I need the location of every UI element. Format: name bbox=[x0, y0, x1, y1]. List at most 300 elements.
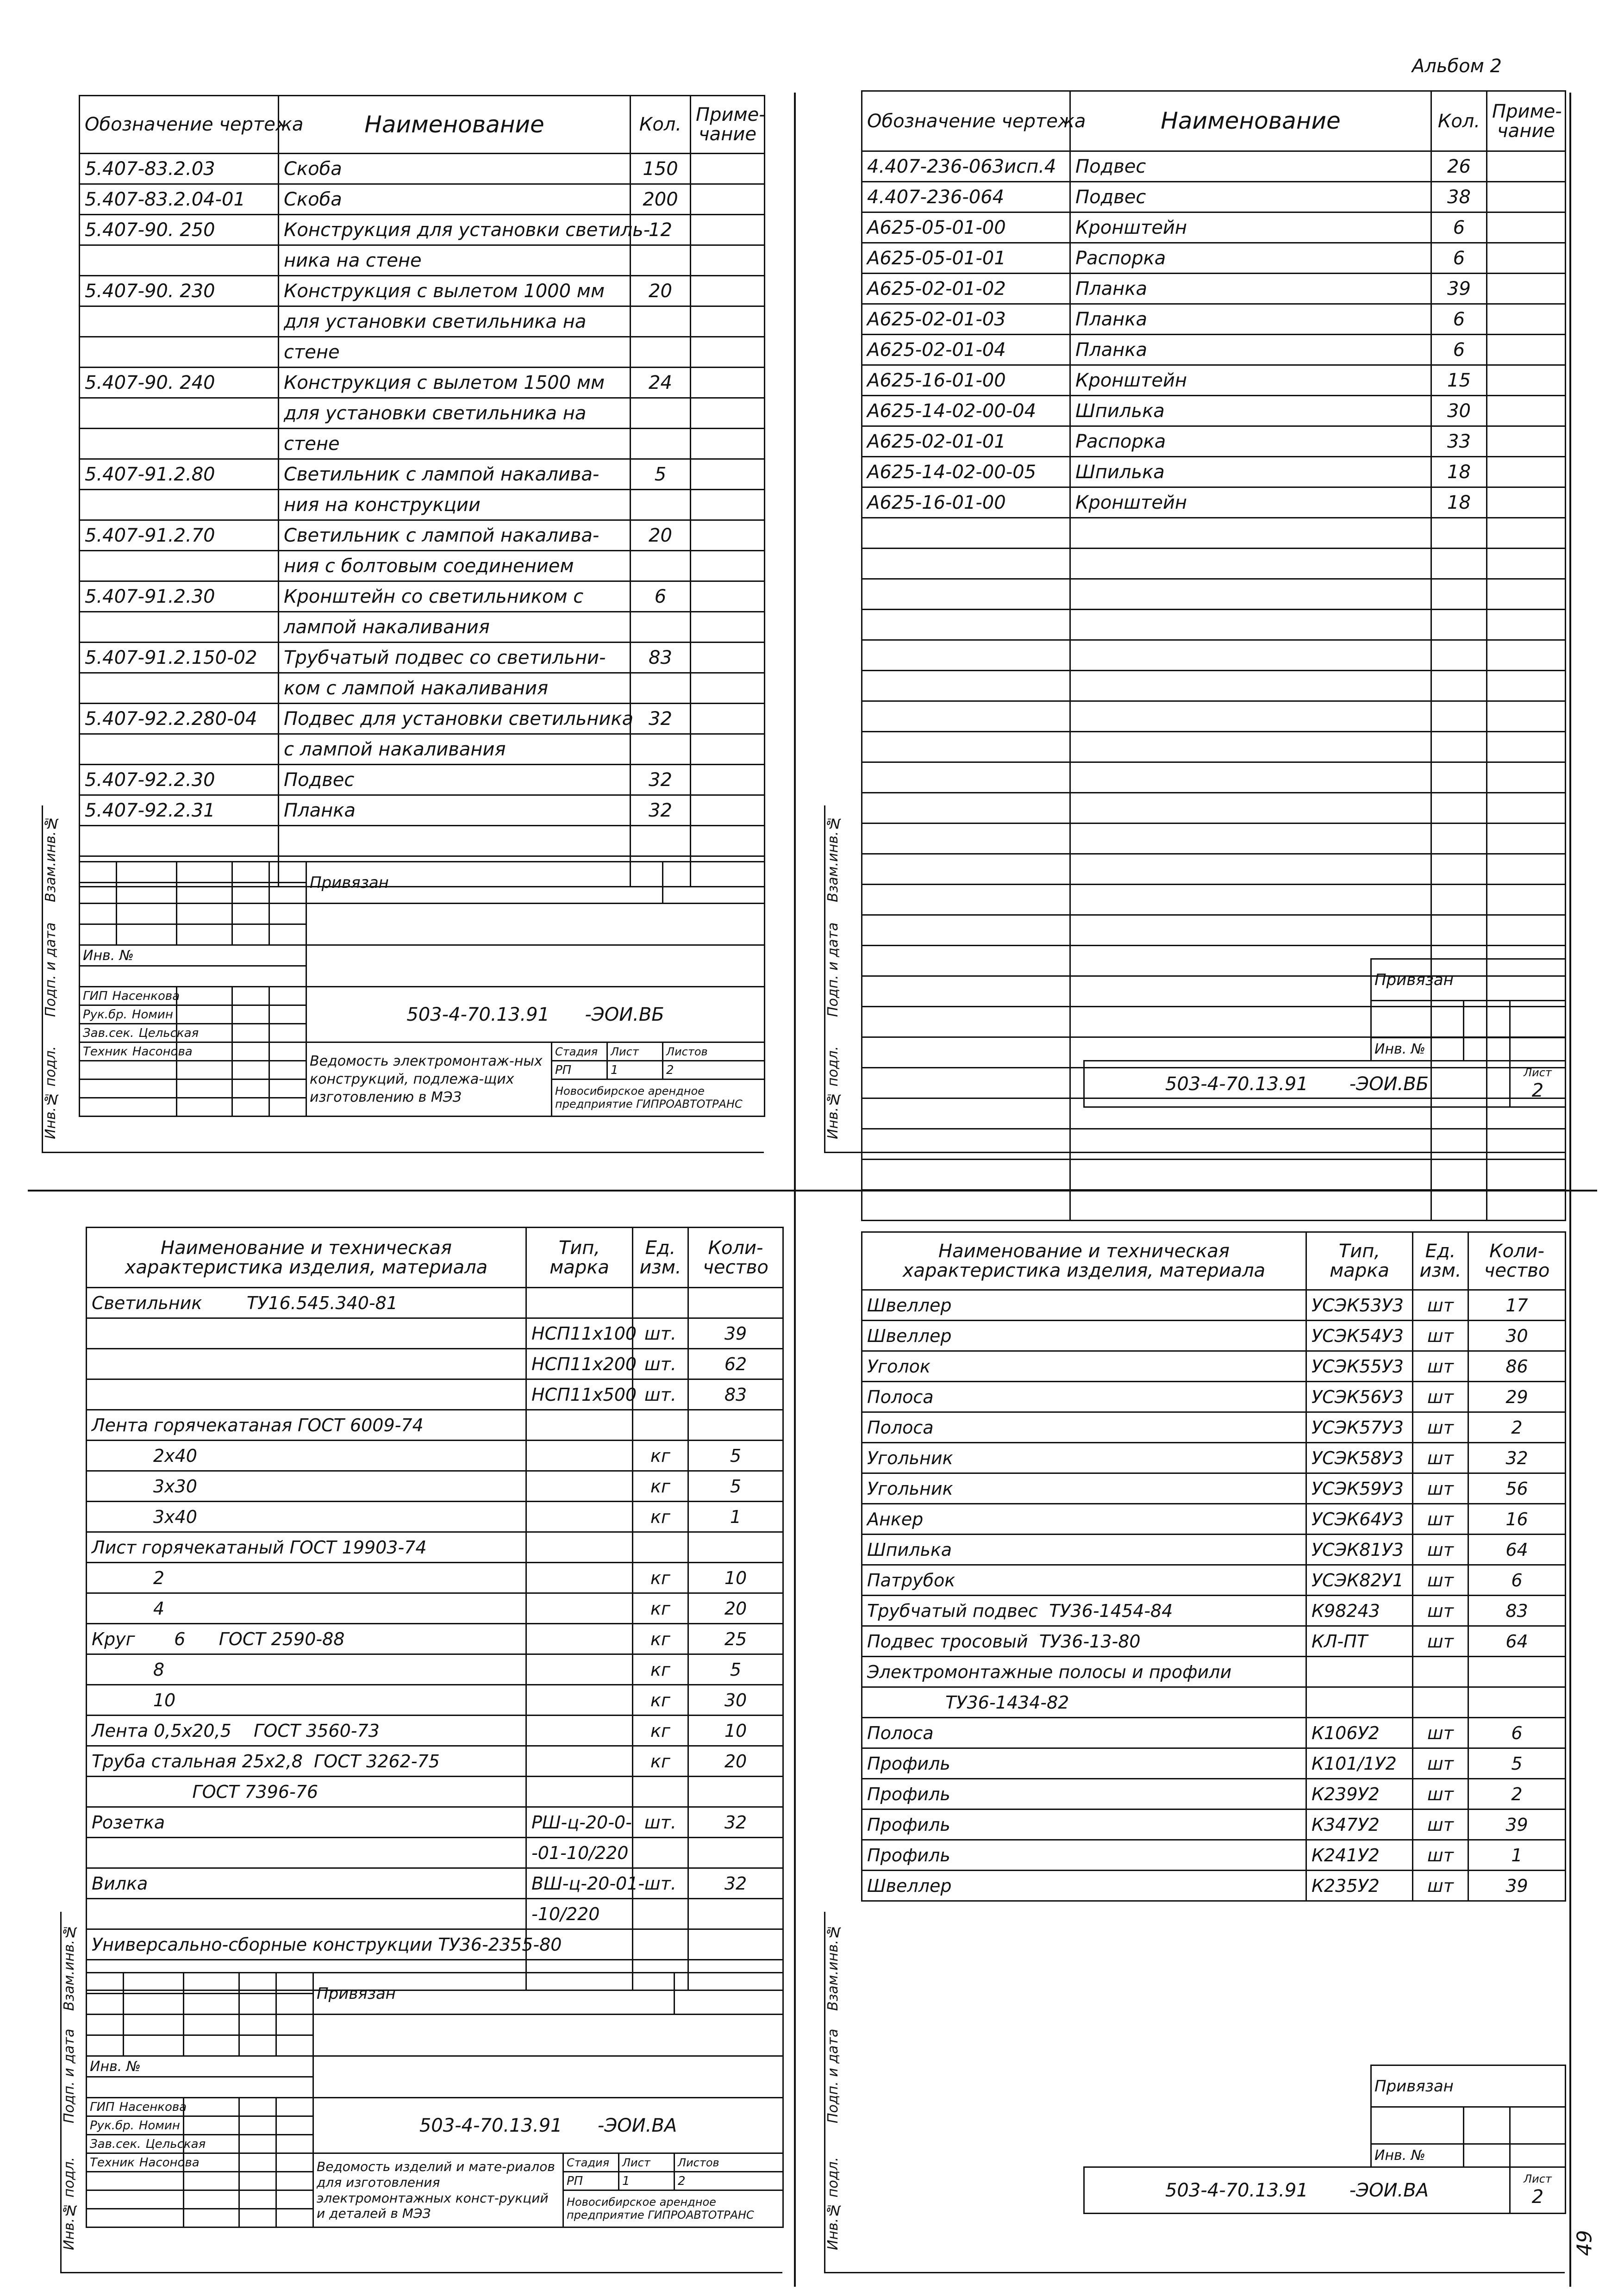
table-cell bbox=[279, 826, 631, 856]
table-row bbox=[862, 1657, 1566, 1687]
table-cell: 20 bbox=[631, 276, 691, 306]
table-cell bbox=[1431, 762, 1487, 793]
table-row bbox=[80, 765, 765, 795]
sheet-header: Лист bbox=[607, 1042, 663, 1061]
table-cell bbox=[1431, 1129, 1487, 1160]
table-cell bbox=[1487, 304, 1566, 335]
table-cell bbox=[862, 579, 1070, 610]
table-cell bbox=[1413, 1657, 1468, 1687]
side-label-sign-date: Подп. и дата bbox=[61, 2028, 77, 2124]
table-cell bbox=[1468, 1657, 1566, 1687]
table-cell: Светильник с лампой накалива- bbox=[279, 520, 631, 551]
table-cell bbox=[862, 1098, 1070, 1129]
table-cell bbox=[526, 1532, 633, 1563]
table-cell bbox=[1306, 1687, 1413, 1718]
table-cell: шт bbox=[1413, 1412, 1468, 1443]
table-cell: шт bbox=[1413, 1351, 1468, 1382]
table-cell bbox=[691, 734, 765, 765]
col-note: Приме-чание bbox=[691, 96, 765, 154]
table-cell: К235У2 bbox=[1306, 1871, 1413, 1901]
col-type: Тип, марка bbox=[526, 1228, 633, 1288]
table-cell: 10 bbox=[688, 1716, 783, 1746]
sheet-header: Лист bbox=[1524, 2172, 1552, 2186]
table-cell: Трубчатый подвес со светильни- bbox=[279, 643, 631, 673]
table-cell: 5 bbox=[688, 1654, 783, 1685]
table-cell: 83 bbox=[631, 643, 691, 673]
table-cell bbox=[633, 1777, 688, 1807]
table-cell bbox=[526, 1746, 633, 1777]
table-row bbox=[862, 426, 1566, 457]
title-block-right-short bbox=[1083, 958, 1566, 1108]
table-cell: 20 bbox=[631, 520, 691, 551]
table-cell bbox=[1070, 1129, 1431, 1160]
table-cell: Кронштейн bbox=[1070, 212, 1431, 243]
role-label: Рук.бр. bbox=[83, 1007, 127, 1022]
table-cell bbox=[1431, 518, 1487, 549]
table-cell: 20 bbox=[688, 1746, 783, 1777]
table-cell bbox=[1431, 1160, 1487, 1190]
table-cell bbox=[1070, 762, 1431, 793]
table-cell: кг bbox=[633, 1563, 688, 1593]
table-cell: К347У2 bbox=[1306, 1809, 1413, 1840]
table-cell: -10/220 bbox=[526, 1899, 633, 1929]
table-cell: А625-14-02-00-04 bbox=[862, 396, 1070, 426]
table-cell: кг bbox=[633, 1624, 688, 1654]
table-row bbox=[87, 1410, 783, 1441]
table-cell bbox=[862, 976, 1070, 1007]
table-row bbox=[862, 365, 1566, 396]
doc-suffix: -ЭОИ.ВА bbox=[1349, 2179, 1429, 2201]
table-row bbox=[862, 396, 1566, 426]
side-label-sign-date: Подп. и дата bbox=[43, 922, 59, 1017]
table-cell bbox=[631, 306, 691, 337]
table-cell bbox=[1487, 1160, 1566, 1190]
table-cell bbox=[691, 215, 765, 245]
table-row bbox=[80, 429, 765, 459]
table-cell bbox=[1070, 793, 1431, 824]
table-cell: Швеллер bbox=[862, 1871, 1306, 1901]
doc-title: Ведомость изделий и мате-риалов для изготовления электромонтажных конст-рукций и деталей в МЭЗ bbox=[313, 2153, 563, 2227]
table-cell bbox=[80, 551, 279, 581]
sheet-value: 1 bbox=[607, 1061, 663, 1079]
table-cell: шт bbox=[1413, 1290, 1468, 1321]
table-row bbox=[87, 1868, 783, 1899]
table-cell: УСЭК54У3 bbox=[1306, 1321, 1413, 1351]
table-cell: 5.407-91.2.150-02 bbox=[80, 643, 279, 673]
table-cell: А625-02-01-01 bbox=[862, 426, 1070, 457]
table-cell: Распорка bbox=[1070, 426, 1431, 457]
table-cell: для установки светильника на bbox=[279, 306, 631, 337]
table-row bbox=[80, 276, 765, 306]
table-cell: 4.407-236-063исп.4 bbox=[862, 151, 1070, 182]
table-cell bbox=[691, 795, 765, 826]
role-label: Зав.сек. bbox=[83, 1026, 134, 1040]
table-row bbox=[862, 854, 1566, 885]
sheets-value: 2 bbox=[663, 1061, 765, 1079]
table-cell bbox=[1487, 610, 1566, 640]
table-cell: 5 bbox=[688, 1471, 783, 1502]
table-cell bbox=[1487, 854, 1566, 885]
table-cell: 20 bbox=[688, 1593, 783, 1624]
role-label: Техник bbox=[90, 2155, 135, 2170]
organization: Новосибирское арендное предприятие ГИПРОАВТОТРАНС bbox=[552, 1079, 765, 1117]
table-cell: А625-14-02-00-05 bbox=[862, 457, 1070, 487]
table-cell bbox=[1487, 701, 1566, 732]
table-cell: Конструкция для установки светиль- bbox=[279, 215, 631, 245]
table-cell bbox=[862, 549, 1070, 579]
table-cell: стене bbox=[279, 429, 631, 459]
table-cell: 4.407-236-064 bbox=[862, 182, 1070, 212]
table-cell: шт bbox=[1413, 1596, 1468, 1626]
table-cell bbox=[691, 765, 765, 795]
col-name: Наименование и техническая характеристика изделия, материала bbox=[87, 1228, 526, 1288]
table-cell: Швеллер bbox=[862, 1290, 1306, 1321]
table-cell bbox=[1431, 854, 1487, 885]
table-cell: РШ-ц-20-0- bbox=[526, 1807, 633, 1838]
doc-suffix: -ЭОИ.ВА bbox=[597, 2115, 677, 2136]
table-cell: Универсально-сборные конструкции ТУ36-2355-80 bbox=[87, 1929, 526, 1960]
table-cell bbox=[1487, 182, 1566, 212]
table-row bbox=[862, 915, 1566, 946]
table-cell: шт. bbox=[633, 1349, 688, 1379]
table-row bbox=[80, 551, 765, 581]
table-row bbox=[862, 151, 1566, 182]
table-row bbox=[87, 1929, 783, 1960]
table-cell bbox=[80, 734, 279, 765]
table-cell: 1 bbox=[688, 1502, 783, 1532]
table-cell bbox=[691, 490, 765, 520]
col-qty: Кол. bbox=[631, 96, 691, 154]
table-cell bbox=[1431, 793, 1487, 824]
table-cell: Подвес тросовый ТУ36-13-80 bbox=[862, 1626, 1306, 1657]
table-row bbox=[862, 1748, 1566, 1779]
table-cell: Конструкция с вылетом 1000 мм bbox=[279, 276, 631, 306]
table-cell: Распорка bbox=[1070, 243, 1431, 274]
table-cell: для установки светильника на bbox=[279, 398, 631, 429]
table-row bbox=[80, 704, 765, 734]
table-cell: 62 bbox=[688, 1349, 783, 1379]
table-row bbox=[87, 1502, 783, 1532]
table-cell: кг bbox=[633, 1593, 688, 1624]
table-row bbox=[862, 1596, 1566, 1626]
table-row bbox=[87, 1563, 783, 1593]
table-cell: 5.407-92.2.30 bbox=[80, 765, 279, 795]
table-cell: 32 bbox=[688, 1868, 783, 1899]
table-row bbox=[87, 1807, 783, 1838]
table-cell: шт bbox=[1413, 1748, 1468, 1779]
table-cell bbox=[631, 490, 691, 520]
role-label: Техник bbox=[83, 1044, 128, 1059]
table-cell bbox=[691, 306, 765, 337]
table-cell: КЛ-ПТ bbox=[1306, 1626, 1413, 1657]
side-label-inv-replace: Взам.инв.№ bbox=[825, 815, 841, 903]
table-cell bbox=[1070, 579, 1431, 610]
table-cell bbox=[688, 1777, 783, 1807]
privyazan-label: Привязан bbox=[306, 862, 663, 904]
table-cell: Полоса bbox=[862, 1718, 1306, 1748]
table-cell bbox=[633, 1838, 688, 1868]
table-cell bbox=[1306, 1657, 1413, 1687]
table-row bbox=[862, 1412, 1566, 1443]
table-cell: 6 bbox=[1431, 335, 1487, 365]
table-cell bbox=[691, 184, 765, 215]
table-cell bbox=[691, 245, 765, 276]
table-cell: А625-05-01-00 bbox=[862, 212, 1070, 243]
table-row bbox=[862, 1473, 1566, 1504]
table-cell bbox=[1431, 732, 1487, 762]
privyazan-label: Привязан bbox=[1371, 2065, 1566, 2107]
table-cell: 18 bbox=[1431, 457, 1487, 487]
table-cell bbox=[1487, 426, 1566, 457]
table-cell: Вилка bbox=[87, 1868, 526, 1899]
table-cell: шт bbox=[1413, 1382, 1468, 1412]
table-cell: 5 bbox=[1468, 1748, 1566, 1779]
table-cell: шт bbox=[1413, 1718, 1468, 1748]
table-cell: К98243 bbox=[1306, 1596, 1413, 1626]
table-cell bbox=[862, 640, 1070, 671]
table-cell: 6 bbox=[1431, 304, 1487, 335]
table-cell bbox=[1431, 579, 1487, 610]
table-cell bbox=[526, 1502, 633, 1532]
table-cell bbox=[1468, 1687, 1566, 1718]
table-cell: 39 bbox=[1468, 1871, 1566, 1901]
table-cell: Планка bbox=[279, 795, 631, 826]
table-cell: 26 bbox=[1431, 151, 1487, 182]
table-cell bbox=[1070, 610, 1431, 640]
table-cell bbox=[1487, 335, 1566, 365]
col-name: Наименование bbox=[279, 96, 631, 154]
table-row bbox=[87, 1654, 783, 1685]
table-cell bbox=[691, 704, 765, 734]
sheet-top-left bbox=[0, 0, 796, 1185]
table-cell: Подвес для установки светильника bbox=[279, 704, 631, 734]
table-cell: К241У2 bbox=[1306, 1840, 1413, 1871]
table-cell bbox=[1487, 396, 1566, 426]
table-cell bbox=[1070, 824, 1431, 854]
table-cell: Подвес bbox=[279, 765, 631, 795]
table-cell: УСЭК57У3 bbox=[1306, 1412, 1413, 1443]
table-cell: Круг 6 ГОСТ 2590-88 bbox=[87, 1624, 526, 1654]
table-row bbox=[862, 182, 1566, 212]
table-cell bbox=[631, 551, 691, 581]
table-row bbox=[80, 673, 765, 704]
table-cell: кг bbox=[633, 1502, 688, 1532]
table-cell bbox=[87, 1349, 526, 1379]
table-cell: НСП11х500 bbox=[526, 1379, 633, 1410]
table-cell: кг bbox=[633, 1654, 688, 1685]
table-cell bbox=[862, 1160, 1070, 1190]
table-row bbox=[87, 1349, 783, 1379]
table-cell: 32 bbox=[688, 1807, 783, 1838]
table-cell: 5.407-90. 240 bbox=[80, 368, 279, 398]
doc-code: 503-4-70.13.91 bbox=[419, 2115, 562, 2136]
person-name: Цельская bbox=[138, 1026, 199, 1040]
table-cell bbox=[1487, 885, 1566, 915]
table-cell bbox=[862, 854, 1070, 885]
side-label-inv-orig: Инв.№ подл. bbox=[825, 2157, 841, 2250]
table-cell: УСЭК58У3 bbox=[1306, 1443, 1413, 1473]
person-name: Номин bbox=[131, 1007, 173, 1022]
table-cell: К101/1У2 bbox=[1306, 1748, 1413, 1779]
inv-no-label: Инв. № bbox=[1371, 1038, 1464, 1061]
table-row bbox=[862, 1779, 1566, 1809]
table-cell bbox=[1070, 854, 1431, 885]
table-cell bbox=[862, 1068, 1070, 1098]
table-cell: Кронштейн bbox=[1070, 487, 1431, 518]
table-cell bbox=[1431, 549, 1487, 579]
inv-no-label: Инв. № bbox=[87, 2056, 313, 2077]
table-cell: УСЭК81У3 bbox=[1306, 1535, 1413, 1565]
table-cell: ВШ-ц-20-01- bbox=[526, 1868, 633, 1899]
table-cell bbox=[691, 643, 765, 673]
table-row bbox=[80, 734, 765, 765]
table-cell: 12 bbox=[631, 215, 691, 245]
table-row bbox=[80, 643, 765, 673]
table-cell: 18 bbox=[1431, 487, 1487, 518]
table-cell bbox=[87, 1838, 526, 1868]
sheets-header: Листов bbox=[663, 1042, 765, 1061]
table-cell: 5.407-83.2.04-01 bbox=[80, 184, 279, 215]
table-cell: Электромонтажные полосы и профили bbox=[862, 1657, 1306, 1687]
table-cell: 6 bbox=[1431, 212, 1487, 243]
table-cell: 33 bbox=[1431, 426, 1487, 457]
table-row bbox=[87, 1379, 783, 1410]
table-cell: Планка bbox=[1070, 274, 1431, 304]
doc-code: 503-4-70.13.91 bbox=[1165, 1073, 1308, 1095]
role-label: Зав.сек. bbox=[90, 2137, 141, 2151]
stage-header: Стадия bbox=[552, 1042, 607, 1061]
sheets-value: 2 bbox=[675, 2172, 783, 2190]
person-name: Номин bbox=[138, 2118, 180, 2133]
table-cell bbox=[526, 1685, 633, 1716]
title-block-right-bottom bbox=[1083, 2065, 1566, 2214]
table-cell bbox=[688, 1410, 783, 1441]
table-cell: 3х30 bbox=[87, 1471, 526, 1502]
doc-title: Ведомость электромонтаж-ных конструкций, подлежа-щих изготовлению в МЭЗ bbox=[306, 1042, 552, 1117]
table-cell bbox=[631, 612, 691, 643]
table-row bbox=[87, 1746, 783, 1777]
table-cell: УСЭК56У3 bbox=[1306, 1382, 1413, 1412]
table-cell bbox=[631, 734, 691, 765]
table-cell: Скоба bbox=[279, 184, 631, 215]
table-cell: 5.407-92.2.280-04 bbox=[80, 704, 279, 734]
table-cell: Планка bbox=[1070, 335, 1431, 365]
table-cell bbox=[633, 1288, 688, 1318]
table-row bbox=[80, 215, 765, 245]
table-row bbox=[80, 795, 765, 826]
table-cell: 4 bbox=[87, 1593, 526, 1624]
table-cell: 24 bbox=[631, 368, 691, 398]
side-label-inv-orig: Инв.№ подл. bbox=[61, 2157, 77, 2250]
table-cell bbox=[1431, 824, 1487, 854]
table-cell: с лампой накаливания bbox=[279, 734, 631, 765]
table-cell bbox=[1070, 549, 1431, 579]
table-cell: 83 bbox=[688, 1379, 783, 1410]
table-cell: К106У2 bbox=[1306, 1718, 1413, 1748]
table-cell bbox=[80, 306, 279, 337]
table-row bbox=[862, 1626, 1566, 1657]
table-cell: Шпилька bbox=[1070, 457, 1431, 487]
col-unit: Ед. изм. bbox=[633, 1228, 688, 1288]
table-cell: 2 bbox=[1468, 1412, 1566, 1443]
table-cell bbox=[862, 701, 1070, 732]
table-cell: Трубчатый подвес ТУ36-1454-84 bbox=[862, 1596, 1306, 1626]
table-cell: 30 bbox=[688, 1685, 783, 1716]
table-row bbox=[862, 304, 1566, 335]
table-cell bbox=[691, 612, 765, 643]
table-cell: шт bbox=[1413, 1535, 1468, 1565]
table-cell bbox=[633, 1899, 688, 1929]
table-row bbox=[80, 184, 765, 215]
table-cell bbox=[1487, 824, 1566, 854]
page-number: 49 bbox=[1573, 2230, 1597, 2256]
table-cell bbox=[1487, 212, 1566, 243]
table-row bbox=[862, 762, 1566, 793]
table-row bbox=[87, 1288, 783, 1318]
table-cell: ТУ36-1434-82 bbox=[862, 1687, 1306, 1718]
table-cell bbox=[87, 1318, 526, 1349]
table-cell bbox=[1487, 671, 1566, 701]
table-cell bbox=[691, 673, 765, 704]
table-row bbox=[862, 1809, 1566, 1840]
table-cell bbox=[1487, 151, 1566, 182]
col-designation: Обозначение чертежа bbox=[80, 96, 279, 154]
person-name: Цельская bbox=[145, 2137, 206, 2151]
table-row bbox=[862, 1160, 1566, 1190]
table-cell: Профиль bbox=[862, 1809, 1306, 1840]
table-cell: 32 bbox=[1468, 1443, 1566, 1473]
table-cell: 5.407-91.2.30 bbox=[80, 581, 279, 612]
sheet-value: 2 bbox=[1531, 1079, 1544, 1101]
col-note: Приме-чание bbox=[1487, 91, 1566, 151]
table-cell bbox=[862, 793, 1070, 824]
table-cell: Подвес bbox=[1070, 182, 1431, 212]
table-cell: 6 bbox=[1431, 243, 1487, 274]
table-cell: Профиль bbox=[862, 1779, 1306, 1809]
table-cell bbox=[1487, 365, 1566, 396]
table-cell bbox=[526, 1654, 633, 1685]
table-cell: 38 bbox=[1431, 182, 1487, 212]
table-cell bbox=[526, 1716, 633, 1746]
table-cell bbox=[691, 826, 765, 856]
table-row bbox=[87, 1593, 783, 1624]
table-cell: УСЭК64У3 bbox=[1306, 1504, 1413, 1535]
table-cell: 150 bbox=[631, 154, 691, 184]
table-cell bbox=[526, 1593, 633, 1624]
table-cell bbox=[691, 520, 765, 551]
table-cell bbox=[1487, 549, 1566, 579]
side-label-sign-date: Подп. и дата bbox=[825, 922, 841, 1017]
table-row bbox=[80, 306, 765, 337]
table-cell: Патрубок bbox=[862, 1565, 1306, 1596]
table-cell: Труба стальная 25х2,8 ГОСТ 3262-75 bbox=[87, 1746, 526, 1777]
table-cell: 5.407-91.2.70 bbox=[80, 520, 279, 551]
table-cell: Шпилька bbox=[862, 1535, 1306, 1565]
table-cell: Анкер bbox=[862, 1504, 1306, 1535]
table-cell bbox=[1070, 915, 1431, 946]
table-cell: 16 bbox=[1468, 1504, 1566, 1535]
table-cell bbox=[1487, 915, 1566, 946]
table-cell: кг bbox=[633, 1685, 688, 1716]
table-cell: кг bbox=[633, 1746, 688, 1777]
table-row bbox=[862, 1687, 1566, 1718]
album-label: Альбом 2 bbox=[1412, 56, 1502, 77]
table-cell bbox=[633, 1410, 688, 1441]
table-row bbox=[862, 1351, 1566, 1382]
table-row bbox=[87, 1471, 783, 1502]
table-cell bbox=[1070, 732, 1431, 762]
table-cell bbox=[862, 946, 1070, 976]
